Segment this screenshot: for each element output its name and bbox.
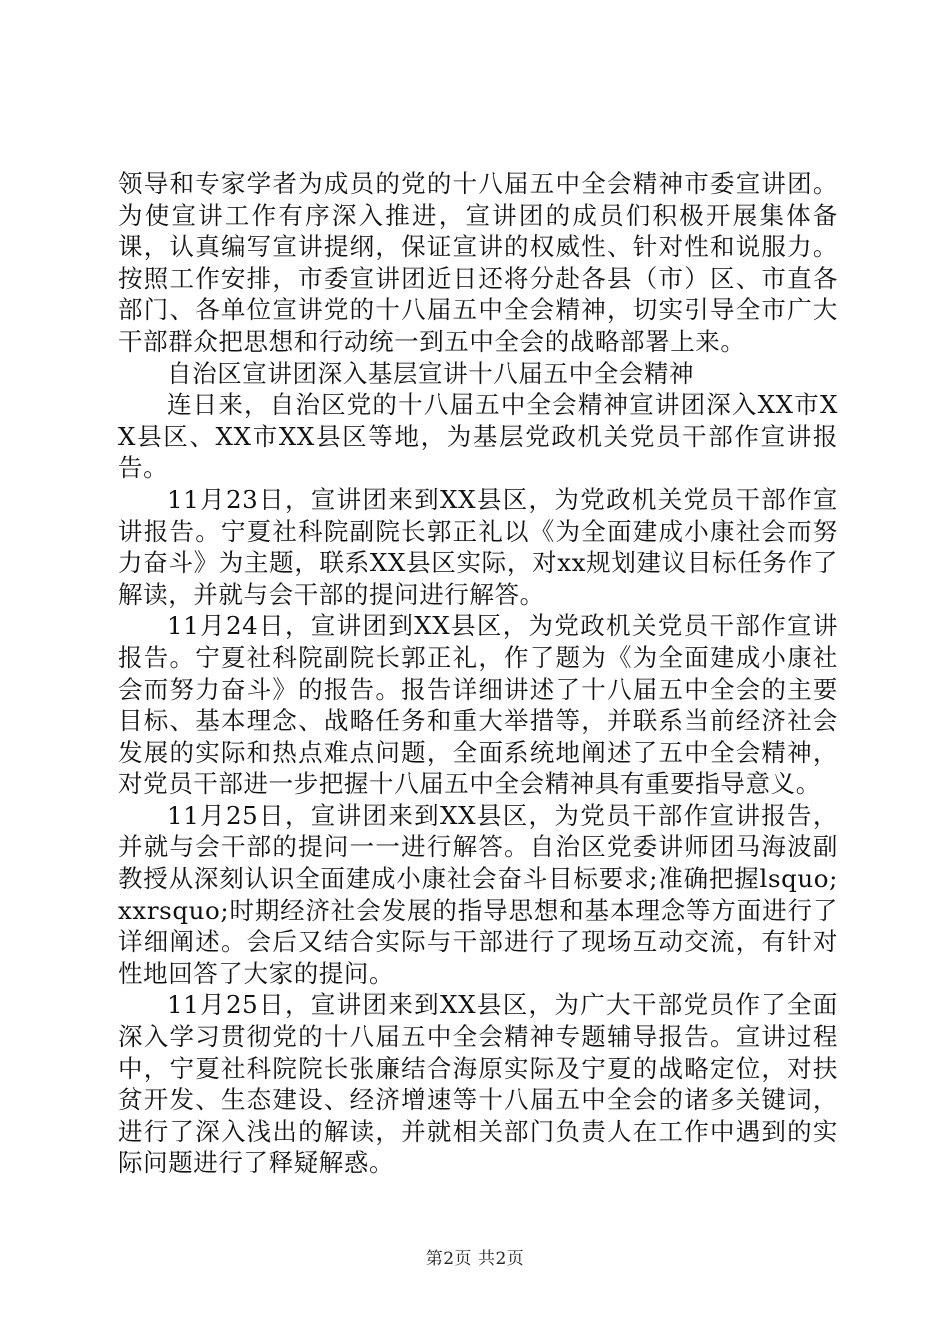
paragraph-nov-25-first: 11月25日，宣讲团来到XX县区，为党员干部作宣讲报告，并就与会干部的提问一一进行解答。自治区党委讲师团马海波副教授从深刻认识全面建成小康社会奋斗目标要求;准确把握lsquo;xxrsquo;时期经济社会发展的指导思想和基本理念等方面进行了详细阐述。会后又结合实际与干部进行了现场互动交流，有针对性地回答了大家的提问。 [118,800,838,988]
page-footer: 第2页 共2页 [425,1249,525,1269]
paragraph-nov-23: 11月23日，宣讲团来到XX县区，为党政机关党员干部作宣讲报告。宁夏社科院副院长郭正礼以《为全面建成小康社会而努力奋斗》为主题，联系XX县区实际，对xx规划建议目标任务作了解读，并就与会干部的提问进行解答。 [118,484,838,609]
section-heading: 自治区宣讲团深入基层宣讲十八届五中全会精神 [167,358,695,388]
paragraph-nov-25-second: 11月25日，宣讲团来到XX县区，为广大干部党员作了全面深入学习贯彻党的十八届五中全会精神专题辅导报告。宣讲过程中，宁夏社科院院长张廉结合海原实际及宁夏的战略定位，对扶贫开发、生态建设、经济增速等十八届五中全会的诸多关键词，进行了深入浅出的解读，并就相关部门负责人在工作中遇到的实际问题进行了释疑解惑。 [118,990,838,1178]
paragraph-nov-24: 11月24日，宣讲团到XX县区，为党政机关党员干部作宣讲报告。宁夏社科院副院长郭正礼，作了题为《为全面建成小康社会而努力奋斗》的报告。报告详细讲述了十八届五中全会的主要目标、基本理念、战略任务和重大举措等，并联系当前经济社会发展的实际和热点难点问题，全面系统地阐述了五中全会精神，对党员干部进一步把握十八届五中全会精神具有重要指导意义。 [118,611,838,799]
paragraph-continuation: 领导和专家学者为成员的党的十八届五中全会精神市委宣讲团。为使宣讲工作有序深入推进，宣讲团的成员们积极开展集体备课，认真编写宣讲提纲，保证宣讲的权威性、针对性和说服力。按照工作安排，市委宣讲团近日还将分赴各县（市）区、市直各部门、各单位宣讲党的十八届五中全会精神，切实引导全市广大干部群众把思想和行动统一到五中全会的战略部署上来。 [118,169,838,356]
paragraph-intro: 连日来，自治区党的十八届五中全会精神宣讲团深入XX市XX县区、XX市XX县区等地，为基层党政机关党员干部作宣讲报告。 [118,390,838,483]
document-body [118,168,838,1179]
